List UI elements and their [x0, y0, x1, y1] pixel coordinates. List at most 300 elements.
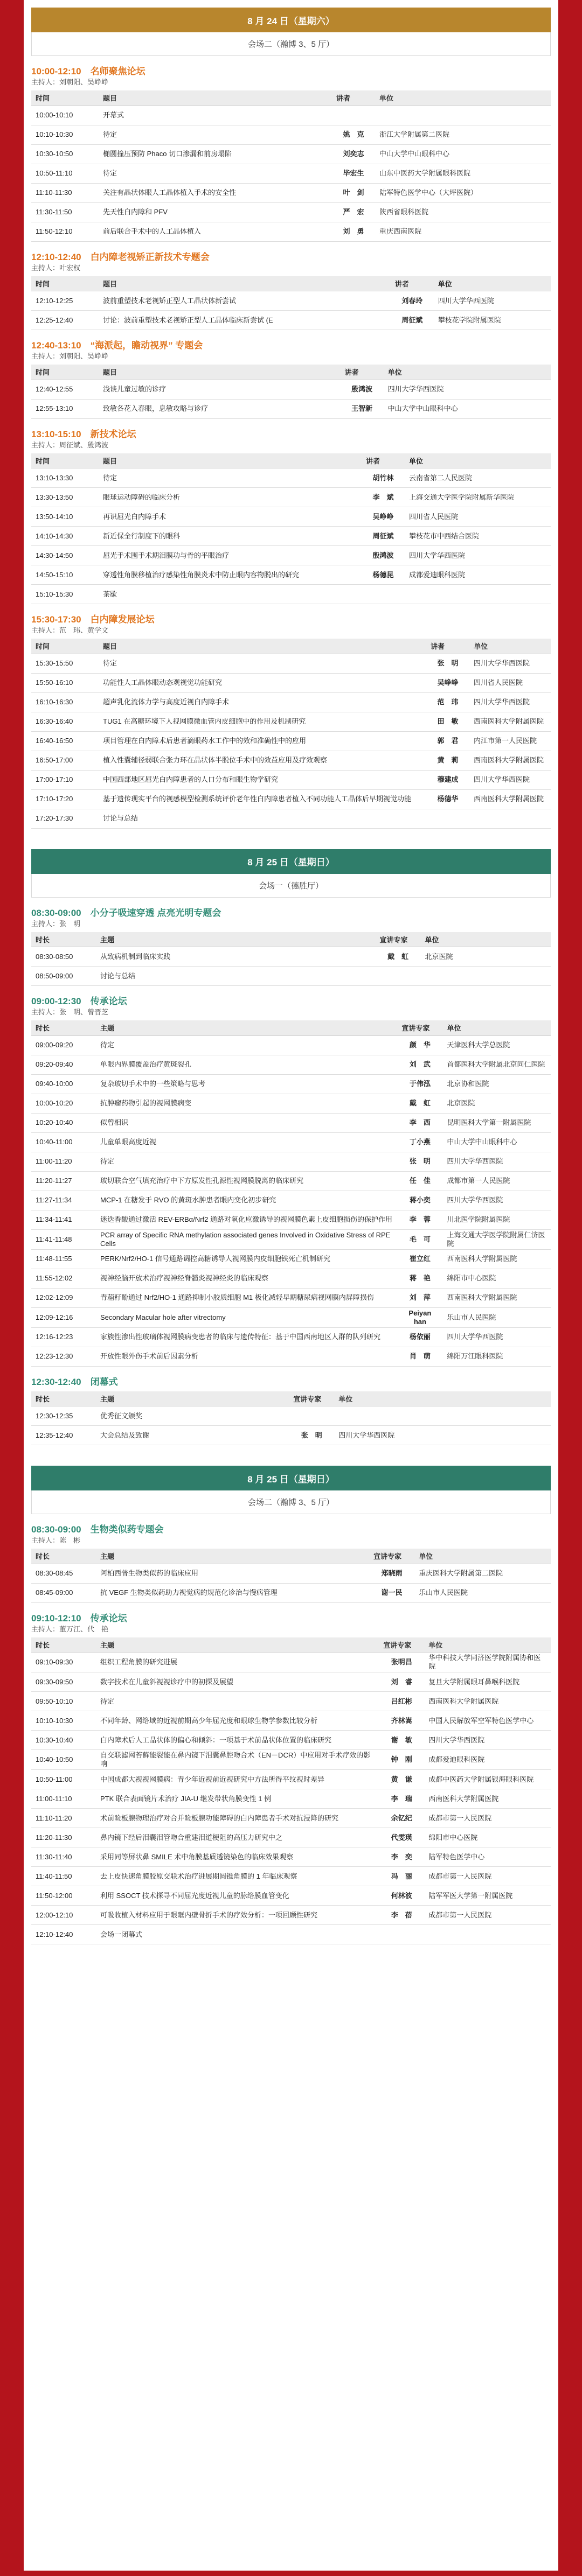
table-row	[31, 731, 551, 751]
table-row	[31, 585, 551, 604]
speaker-cell: 穆建成	[426, 770, 469, 789]
topic-cell: 屈光手术围手术期泪膜功与骨的平眼治疗	[99, 546, 362, 565]
topic-cell: 讨论与总结	[99, 809, 426, 828]
topic-cell: PTK 联合表面镜片术治疗 JIA-U 继发带状角膜变性 1 例	[96, 1789, 379, 1809]
topic-cell: 似曾相识	[96, 1113, 397, 1132]
speaker-cell: 李 瑞	[379, 1789, 424, 1809]
table-row	[31, 673, 551, 692]
speaker-cell: 代雯瑛	[379, 1828, 424, 1847]
topic-cell: 青葙籽酚通过 Nrf2/HO-1 通路抑制小胶质细胞 M1 极化减轻早期糖尿病视网膜内屏障损伤	[96, 1288, 397, 1307]
time-cell: 08:30-08:45	[31, 1564, 96, 1583]
table-header-row	[31, 1549, 551, 1564]
table-row	[31, 1750, 551, 1770]
topic-cell: 中国西部地区屈光白内障患者的人口分布和眼生物学研究	[99, 770, 426, 789]
session-host: 主持人：张 明、曾晋芝	[31, 1008, 109, 1016]
time-cell: 16:10-16:30	[31, 692, 99, 712]
time-cell: 11:40-11:50	[31, 1867, 96, 1886]
affiliation-cell: 川北医学院附属医院	[442, 1210, 551, 1229]
table-header-row	[31, 453, 551, 468]
affiliation-cell: 北京医院	[442, 1094, 551, 1113]
topic-cell: 家族性渗出性玻璃体视网膜病变患者的临床与遗传特征：基于中国西南地区人群的队列研究	[96, 1327, 397, 1347]
column-header: 单位	[420, 932, 551, 947]
speaker-cell: 郭 君	[426, 731, 469, 751]
speaker-cell: 严 宏	[332, 202, 375, 222]
topic-cell: 前后联合手术中的人工晶体植入	[99, 222, 332, 241]
speaker-cell: 殷鸿波	[341, 380, 384, 399]
affiliation-cell: 乐山市人民医院	[414, 1583, 551, 1602]
table-row	[31, 488, 551, 507]
affiliation-cell: 四川大学华西医院	[334, 1426, 551, 1445]
column-header: 宣讲专家	[369, 1549, 414, 1564]
column-header: 单位	[469, 639, 551, 654]
time-cell: 16:50-17:00	[31, 751, 99, 770]
affiliation-cell	[375, 106, 551, 125]
column-header: 宣讲专家	[379, 1637, 424, 1653]
session-section	[31, 907, 551, 986]
speaker-cell	[362, 585, 405, 604]
topic-cell: 致敏各花入春眼，息敏攻略与诊疗	[99, 399, 341, 418]
affiliation-cell: 成都市第一人民医院	[424, 1867, 551, 1886]
time-cell: 12:35-12:40	[31, 1426, 96, 1445]
table-header-row	[31, 1020, 551, 1035]
time-cell: 12:10-12:25	[31, 291, 99, 311]
column-header: 讲者	[332, 90, 375, 106]
column-header: 宣讲专家	[375, 932, 420, 947]
topic-cell: 开幕式	[99, 106, 332, 125]
affiliation-cell: 绵阳万江眼科医院	[442, 1347, 551, 1366]
table-row	[31, 106, 551, 125]
affiliation-cell: 北京协和医院	[442, 1074, 551, 1094]
column-header: 时长	[31, 932, 96, 947]
table-row	[31, 1035, 551, 1055]
day-date-header: 8 月 25 日（星期日）	[31, 1466, 551, 1490]
table-row	[31, 546, 551, 565]
table-row	[31, 1828, 551, 1847]
topic-cell: 植入性囊辅径弱联合张力环在晶状体半脱位手术中的效益应用及疗效观察	[99, 751, 426, 770]
column-header: 时间	[31, 90, 99, 106]
column-header: 讲者	[341, 365, 384, 380]
table-row	[31, 1113, 551, 1132]
speaker-cell: 李 斌	[362, 488, 405, 507]
affiliation-cell: 陆军军医大学第一附属医院	[424, 1886, 551, 1906]
day-block	[31, 1466, 551, 1944]
speaker-cell: 毛 可	[397, 1229, 442, 1249]
speaker-cell: 杨德昆	[362, 565, 405, 585]
affiliation-cell: 西南医科大学附属医院	[469, 712, 551, 731]
time-cell: 12:10-12:40	[31, 1925, 96, 1944]
speaker-cell: 黄 莉	[426, 751, 469, 770]
column-header: 题目	[99, 639, 426, 654]
affiliation-cell: 成都爱迪眼科医院	[405, 565, 551, 585]
affiliation-cell: 华中科技大学同济医学院附属协和医院	[424, 1653, 551, 1672]
table-header-row	[31, 90, 551, 106]
table-row	[31, 1132, 551, 1152]
table-row	[31, 125, 551, 144]
speaker-cell: 吴峥峥	[426, 673, 469, 692]
affiliation-cell	[424, 1925, 551, 1944]
speaker-cell	[426, 809, 469, 828]
affiliation-cell: 西南医科大学附属医院	[424, 1789, 551, 1809]
time-cell: 12:55-13:10	[31, 399, 99, 418]
table-row	[31, 1731, 551, 1750]
speaker-cell: 殷鸿波	[362, 546, 405, 565]
session-host: 主持人：陈 彬	[31, 1536, 81, 1544]
table-row	[31, 751, 551, 770]
topic-cell: 再识屈光白内障手术	[99, 507, 362, 527]
time-cell: 08:30-08:50	[31, 947, 96, 967]
speaker-cell: 吴峥峥	[362, 507, 405, 527]
topic-cell: 自交联滤网苔藓能裂能在鼻内镜下泪囊鼻腔吻合术（EN－DCR）中应用对手术疗效的影响	[96, 1750, 379, 1770]
topic-cell: 阿柏西普生物类似药的临床应用	[96, 1564, 369, 1583]
time-cell: 17:20-17:30	[31, 809, 99, 828]
day-date-header: 8 月 25 日（星期日）	[31, 849, 551, 874]
column-header: 题目	[99, 90, 332, 106]
session-title: 12:40-13:10 “海派起，瞻动视界” 专题会	[31, 340, 203, 351]
speaker-cell: 叶 剑	[332, 183, 375, 202]
affiliation-cell: 四川大学华西医院	[469, 654, 551, 673]
speaker-cell: 谢一民	[369, 1583, 414, 1602]
session-title: 12:30-12:40 闭幕式	[31, 1376, 118, 1387]
speaker-cell: 于伟泓	[397, 1074, 442, 1094]
table-row	[31, 1906, 551, 1925]
topic-cell: 新近保全行制度下的眼科	[99, 527, 362, 546]
topic-cell: 基于遗传现实平台的视感模型检测系统评价老年性白内障患者植入不同功能人工晶体后早期视觉功能	[99, 789, 426, 809]
affiliation-cell: 首都医科大学附属北京同仁医院	[442, 1055, 551, 1074]
column-header: 时间	[31, 453, 99, 468]
table-row	[31, 183, 551, 202]
table-row	[31, 1925, 551, 1944]
table-header-row	[31, 365, 551, 380]
topic-cell: 采用同等屏状鼻 SMILE 术中角膜基质透镜染色的临床效果观察	[96, 1847, 379, 1867]
time-cell: 08:50-09:00	[31, 967, 96, 986]
speaker-cell	[332, 106, 375, 125]
table-row	[31, 222, 551, 241]
schedule-table	[31, 365, 551, 419]
table-row	[31, 809, 551, 828]
session-host: 主持人：周征斌、殷鸿波	[31, 440, 109, 449]
topic-cell: 单眼内界膜覆盖治疗黄斑裂孔	[96, 1055, 397, 1074]
time-cell: 12:30-12:35	[31, 1406, 96, 1426]
schedule-table	[31, 1637, 551, 1945]
column-header: 时间	[31, 639, 99, 654]
topic-cell: 抗肿瘤药物引起的视网膜病变	[96, 1094, 397, 1113]
time-cell: 17:00-17:10	[31, 770, 99, 789]
time-cell: 09:20-09:40	[31, 1055, 96, 1074]
topic-cell: 待定	[99, 468, 362, 488]
affiliation-cell: 西南医科大学附属医院	[469, 789, 551, 809]
table-row	[31, 1847, 551, 1867]
table-row	[31, 164, 551, 183]
column-header: 宣讲专家	[397, 1020, 442, 1035]
affiliation-cell: 四川大学华西医院	[384, 380, 551, 399]
speaker-cell: 张 明	[289, 1426, 334, 1445]
table-row	[31, 967, 551, 986]
time-cell: 10:50-11:00	[31, 1770, 96, 1789]
table-header-row	[31, 1391, 551, 1406]
table-row	[31, 1583, 551, 1602]
affiliation-cell: 成都中医药大学附属银海眼科医院	[424, 1770, 551, 1789]
table-header-row	[31, 1637, 551, 1653]
table-row	[31, 202, 551, 222]
affiliation-cell: 陕西省眼科医院	[375, 202, 551, 222]
time-cell: 09:10-09:30	[31, 1653, 96, 1672]
column-header: 宣讲专家	[289, 1391, 334, 1406]
speaker-cell: 吕红彬	[379, 1692, 424, 1711]
speaker-cell: 钟 刚	[379, 1750, 424, 1770]
topic-cell: 浅谈儿童过敏的诊疗	[99, 380, 341, 399]
topic-cell: 椭圆撞压预防 Phaco 切口渗漏和前房塌陷	[99, 144, 332, 164]
affiliation-cell: 四川大学华西医院	[405, 546, 551, 565]
affiliation-cell: 四川大学华西医院	[442, 1191, 551, 1210]
speaker-cell	[375, 967, 420, 986]
time-cell: 11:48-11:55	[31, 1249, 96, 1269]
table-row	[31, 1191, 551, 1210]
topic-cell: 待定	[96, 1692, 379, 1711]
session-section	[31, 1613, 551, 1945]
time-cell: 10:10-10:30	[31, 125, 99, 144]
time-cell: 11:10-11:20	[31, 1809, 96, 1828]
affiliation-cell: 中国人民解放军空军特色医学中心	[424, 1711, 551, 1731]
affiliation-cell: 浙江大学附属第二医院	[375, 125, 551, 144]
table-row	[31, 1229, 551, 1249]
topic-cell: 待定	[96, 1152, 397, 1171]
table-row	[31, 399, 551, 418]
table-row	[31, 1672, 551, 1692]
affiliation-cell: 四川大学华西医院	[434, 291, 551, 311]
speaker-cell: 范 玮	[426, 692, 469, 712]
table-row	[31, 1711, 551, 1731]
time-cell: 14:10-14:30	[31, 527, 99, 546]
table-row	[31, 1327, 551, 1347]
affiliation-cell: 攀枝花市中西结合医院	[405, 527, 551, 546]
topic-cell: 迷迭香酸通过激活 REV-ERBα/Nrf2 通路对氧化应激诱导的视网膜色素上皮细胞损伤的保护作用	[96, 1210, 397, 1229]
topic-cell: 项目管理在白内障术后患者滴眼药水工作中的效和准确性中的应用	[99, 731, 426, 751]
affiliation-cell: 绵阳市中心医院	[424, 1828, 551, 1847]
affiliation-cell: 上海交通大学医学院附属仁济医院	[442, 1229, 551, 1249]
column-header: 单位	[405, 453, 551, 468]
column-header: 主题	[96, 1549, 369, 1564]
time-cell: 10:00-10:20	[31, 1094, 96, 1113]
affiliation-cell: 乐山市人民医院	[442, 1307, 551, 1327]
table-row	[31, 1074, 551, 1094]
speaker-cell: 李 奕	[379, 1847, 424, 1867]
table-row	[31, 1809, 551, 1828]
time-cell: 12:16-12:23	[31, 1327, 96, 1347]
column-header: 主题	[96, 1020, 397, 1035]
column-header: 题目	[99, 453, 362, 468]
time-cell: 11:00-11:10	[31, 1789, 96, 1809]
column-header: 主题	[96, 1391, 289, 1406]
topic-cell: 鼻内镜下经后泪囊泪管吻合重建泪道梗阻的高压力研究中之	[96, 1828, 379, 1847]
affiliation-cell: 四川大学华西医院	[469, 692, 551, 712]
speaker-cell: 姚 克	[332, 125, 375, 144]
time-cell: 09:00-09:20	[31, 1035, 96, 1055]
topic-cell: 关注有晶状体眼人工晶体植入手术的安全性	[99, 183, 332, 202]
table-header-row	[31, 639, 551, 654]
time-cell: 11:30-11:50	[31, 202, 99, 222]
time-cell: 10:50-11:10	[31, 164, 99, 183]
topic-cell: 功能性人工晶体眼动态观视觉功能研究	[99, 673, 426, 692]
venue-label: 会场二（瀚博 3、5 厅）	[31, 1490, 551, 1514]
day-block	[31, 849, 551, 1446]
table-row	[31, 712, 551, 731]
column-header: 单位	[442, 1020, 551, 1035]
table-row	[31, 1692, 551, 1711]
time-cell: 11:30-11:40	[31, 1847, 96, 1867]
column-header: 时间	[31, 365, 99, 380]
topic-cell: Secondary Macular hole after vitrectomy	[96, 1307, 397, 1327]
speaker-cell: 王智新	[341, 399, 384, 418]
session-section	[31, 1524, 551, 1603]
time-cell: 11:50-12:10	[31, 222, 99, 241]
table-row	[31, 468, 551, 488]
affiliation-cell	[420, 967, 551, 986]
affiliation-cell: 成都市第一人民医院	[424, 1906, 551, 1925]
table-row	[31, 1094, 551, 1113]
column-header: 主题	[96, 932, 375, 947]
time-cell: 14:30-14:50	[31, 546, 99, 565]
affiliation-cell: 复旦大学附属眼耳鼻喉科医院	[424, 1672, 551, 1692]
affiliation-cell: 山东中医药大学附属眼科医院	[375, 164, 551, 183]
session-title: 08:30-09:00 生物类似药专题会	[31, 1524, 164, 1535]
time-cell: 10:10-10:30	[31, 1711, 96, 1731]
topic-cell: 待定	[99, 125, 332, 144]
time-cell: 08:45-09:00	[31, 1583, 96, 1602]
topic-cell: 大会总结及致谢	[96, 1426, 289, 1445]
affiliation-cell: 西南医科大学附属医院	[424, 1692, 551, 1711]
time-cell: 09:40-10:00	[31, 1074, 96, 1094]
time-cell: 15:10-15:30	[31, 585, 99, 604]
session-title: 15:30-17:30 白内障发展论坛	[31, 614, 155, 625]
speaker-cell: 周征斌	[362, 527, 405, 546]
table-row	[31, 692, 551, 712]
speaker-cell: 丁小燕	[397, 1132, 442, 1152]
speaker-cell: 李 蓓	[379, 1906, 424, 1925]
speaker-cell: 余钇纪	[379, 1809, 424, 1828]
speaker-cell: Peiyan han	[397, 1307, 442, 1327]
topic-cell: 眼球运动障碍的临床分析	[99, 488, 362, 507]
column-header: 讲者	[362, 453, 405, 468]
session-title: 09:10-12:10 传承论坛	[31, 1613, 127, 1623]
venue-label: 会场二（瀚博 3、5 厅）	[31, 32, 551, 56]
topic-cell: 术前睑板腺物理治疗对合并睑板腺功能障碍的白内障患者手术对抗浸降的研究	[96, 1809, 379, 1828]
column-header: 单位	[414, 1549, 551, 1564]
time-cell: 15:30-15:50	[31, 654, 99, 673]
topic-cell: 超声乳化流体力学与高度近视白内障手术	[99, 692, 426, 712]
affiliation-cell: 北京医院	[420, 947, 551, 967]
table-row	[31, 1770, 551, 1789]
table-row	[31, 789, 551, 809]
schedule-table	[31, 1020, 551, 1367]
topic-cell: 待定	[99, 164, 332, 183]
table-row	[31, 654, 551, 673]
session-section	[31, 1376, 551, 1446]
affiliation-cell: 西南医科大学附属医院	[442, 1249, 551, 1269]
topic-cell: 穿透性角膜移植治疗感染性角膜炎术中防止眼内容物脱出的研究	[99, 565, 362, 585]
topic-cell: 视神经脑开放术治疗视神经脊髓炎视神经炎的临床观察	[96, 1269, 397, 1288]
column-header: 时长	[31, 1391, 96, 1406]
speaker-cell: 刘 武	[397, 1055, 442, 1074]
time-cell: 12:40-12:55	[31, 380, 99, 399]
footer-band	[0, 2571, 582, 2576]
topic-cell: 从致病机制到临床实践	[96, 947, 375, 967]
time-cell: 11:20-11:27	[31, 1171, 96, 1191]
table-row	[31, 1055, 551, 1074]
topic-cell: 先天性白内障和 PFV	[99, 202, 332, 222]
affiliation-cell: 四川大学华西医院	[424, 1731, 551, 1750]
time-cell: 11:55-12:02	[31, 1269, 96, 1288]
time-cell: 12:02-12:09	[31, 1288, 96, 1307]
time-cell: 17:10-17:20	[31, 789, 99, 809]
affiliation-cell: 天津医科大学总医院	[442, 1035, 551, 1055]
time-cell: 12:23-12:30	[31, 1347, 96, 1366]
affiliation-cell: 上海交通大学医学院附属新华医院	[405, 488, 551, 507]
column-header: 单位	[334, 1391, 551, 1406]
speaker-cell: 田 敏	[426, 712, 469, 731]
speaker-cell: 胡竹林	[362, 468, 405, 488]
table-row	[31, 1249, 551, 1269]
speaker-cell: 戴 虹	[397, 1094, 442, 1113]
speaker-cell: 肖 萌	[397, 1347, 442, 1366]
affiliation-cell: 中山大学中山眼科中心	[384, 399, 551, 418]
topic-cell: 复杂玻切手术中的一些策略与思考	[96, 1074, 397, 1094]
column-header: 单位	[424, 1637, 551, 1653]
time-cell: 11:34-11:41	[31, 1210, 96, 1229]
affiliation-cell: 中山大学中山眼科中心	[442, 1132, 551, 1152]
time-cell: 11:20-11:30	[31, 1828, 96, 1847]
topic-cell: 讨论与总结	[96, 967, 375, 986]
topic-cell: 儿童单眼高度近视	[96, 1132, 397, 1152]
time-cell: 12:00-12:10	[31, 1906, 96, 1925]
affiliation-cell	[405, 585, 551, 604]
session-host: 主持人：张 明	[31, 919, 81, 928]
time-cell: 13:50-14:10	[31, 507, 99, 527]
speaker-cell: 张明昌	[379, 1653, 424, 1672]
time-cell: 11:10-11:30	[31, 183, 99, 202]
affiliation-cell: 重庆西南医院	[375, 222, 551, 241]
speaker-cell	[379, 1925, 424, 1944]
table-row	[31, 947, 551, 967]
time-cell: 16:40-16:50	[31, 731, 99, 751]
schedule-table	[31, 90, 551, 242]
table-row	[31, 1867, 551, 1886]
time-cell: 11:41-11:48	[31, 1229, 96, 1249]
table-row	[31, 1269, 551, 1288]
topic-cell: 会场一闭幕式	[96, 1925, 379, 1944]
topic-cell: 波前重塑技术老视矫正型人工晶状体新尝试	[99, 291, 391, 311]
time-cell: 12:25-12:40	[31, 311, 99, 330]
affiliation-cell: 成都市第一人民医院	[442, 1171, 551, 1191]
topic-cell: MCP-1 在糖发于 RVO 的黄斑水肿患者眼内变化初步研究	[96, 1191, 397, 1210]
affiliation-cell: 四川省人民医院	[405, 507, 551, 527]
column-header: 时长	[31, 1020, 96, 1035]
affiliation-cell: 陆军特色医学中心（大坪医院）	[375, 183, 551, 202]
affiliation-cell	[469, 809, 551, 828]
affiliation-cell: 四川大学华西医院	[442, 1327, 551, 1347]
topic-cell: PERK/Nrf2/HO-1 信号通路调控高糖诱导人视网膜内皮细胞铁死亡机制研究	[96, 1249, 397, 1269]
column-header: 题目	[99, 276, 391, 291]
affiliation-cell: 陆军特色医学中心	[424, 1847, 551, 1867]
table-row	[31, 1152, 551, 1171]
topic-cell: 玻切联合空气填充治疗中下方原发性孔源性视网膜脱离的临床研究	[96, 1171, 397, 1191]
program-content	[24, 8, 558, 1944]
table-row	[31, 1564, 551, 1583]
session-section	[31, 251, 551, 331]
table-row	[31, 1426, 551, 1445]
time-cell: 10:40-11:00	[31, 1132, 96, 1152]
speaker-cell: 戴 虹	[375, 947, 420, 967]
table-row	[31, 1653, 551, 1672]
